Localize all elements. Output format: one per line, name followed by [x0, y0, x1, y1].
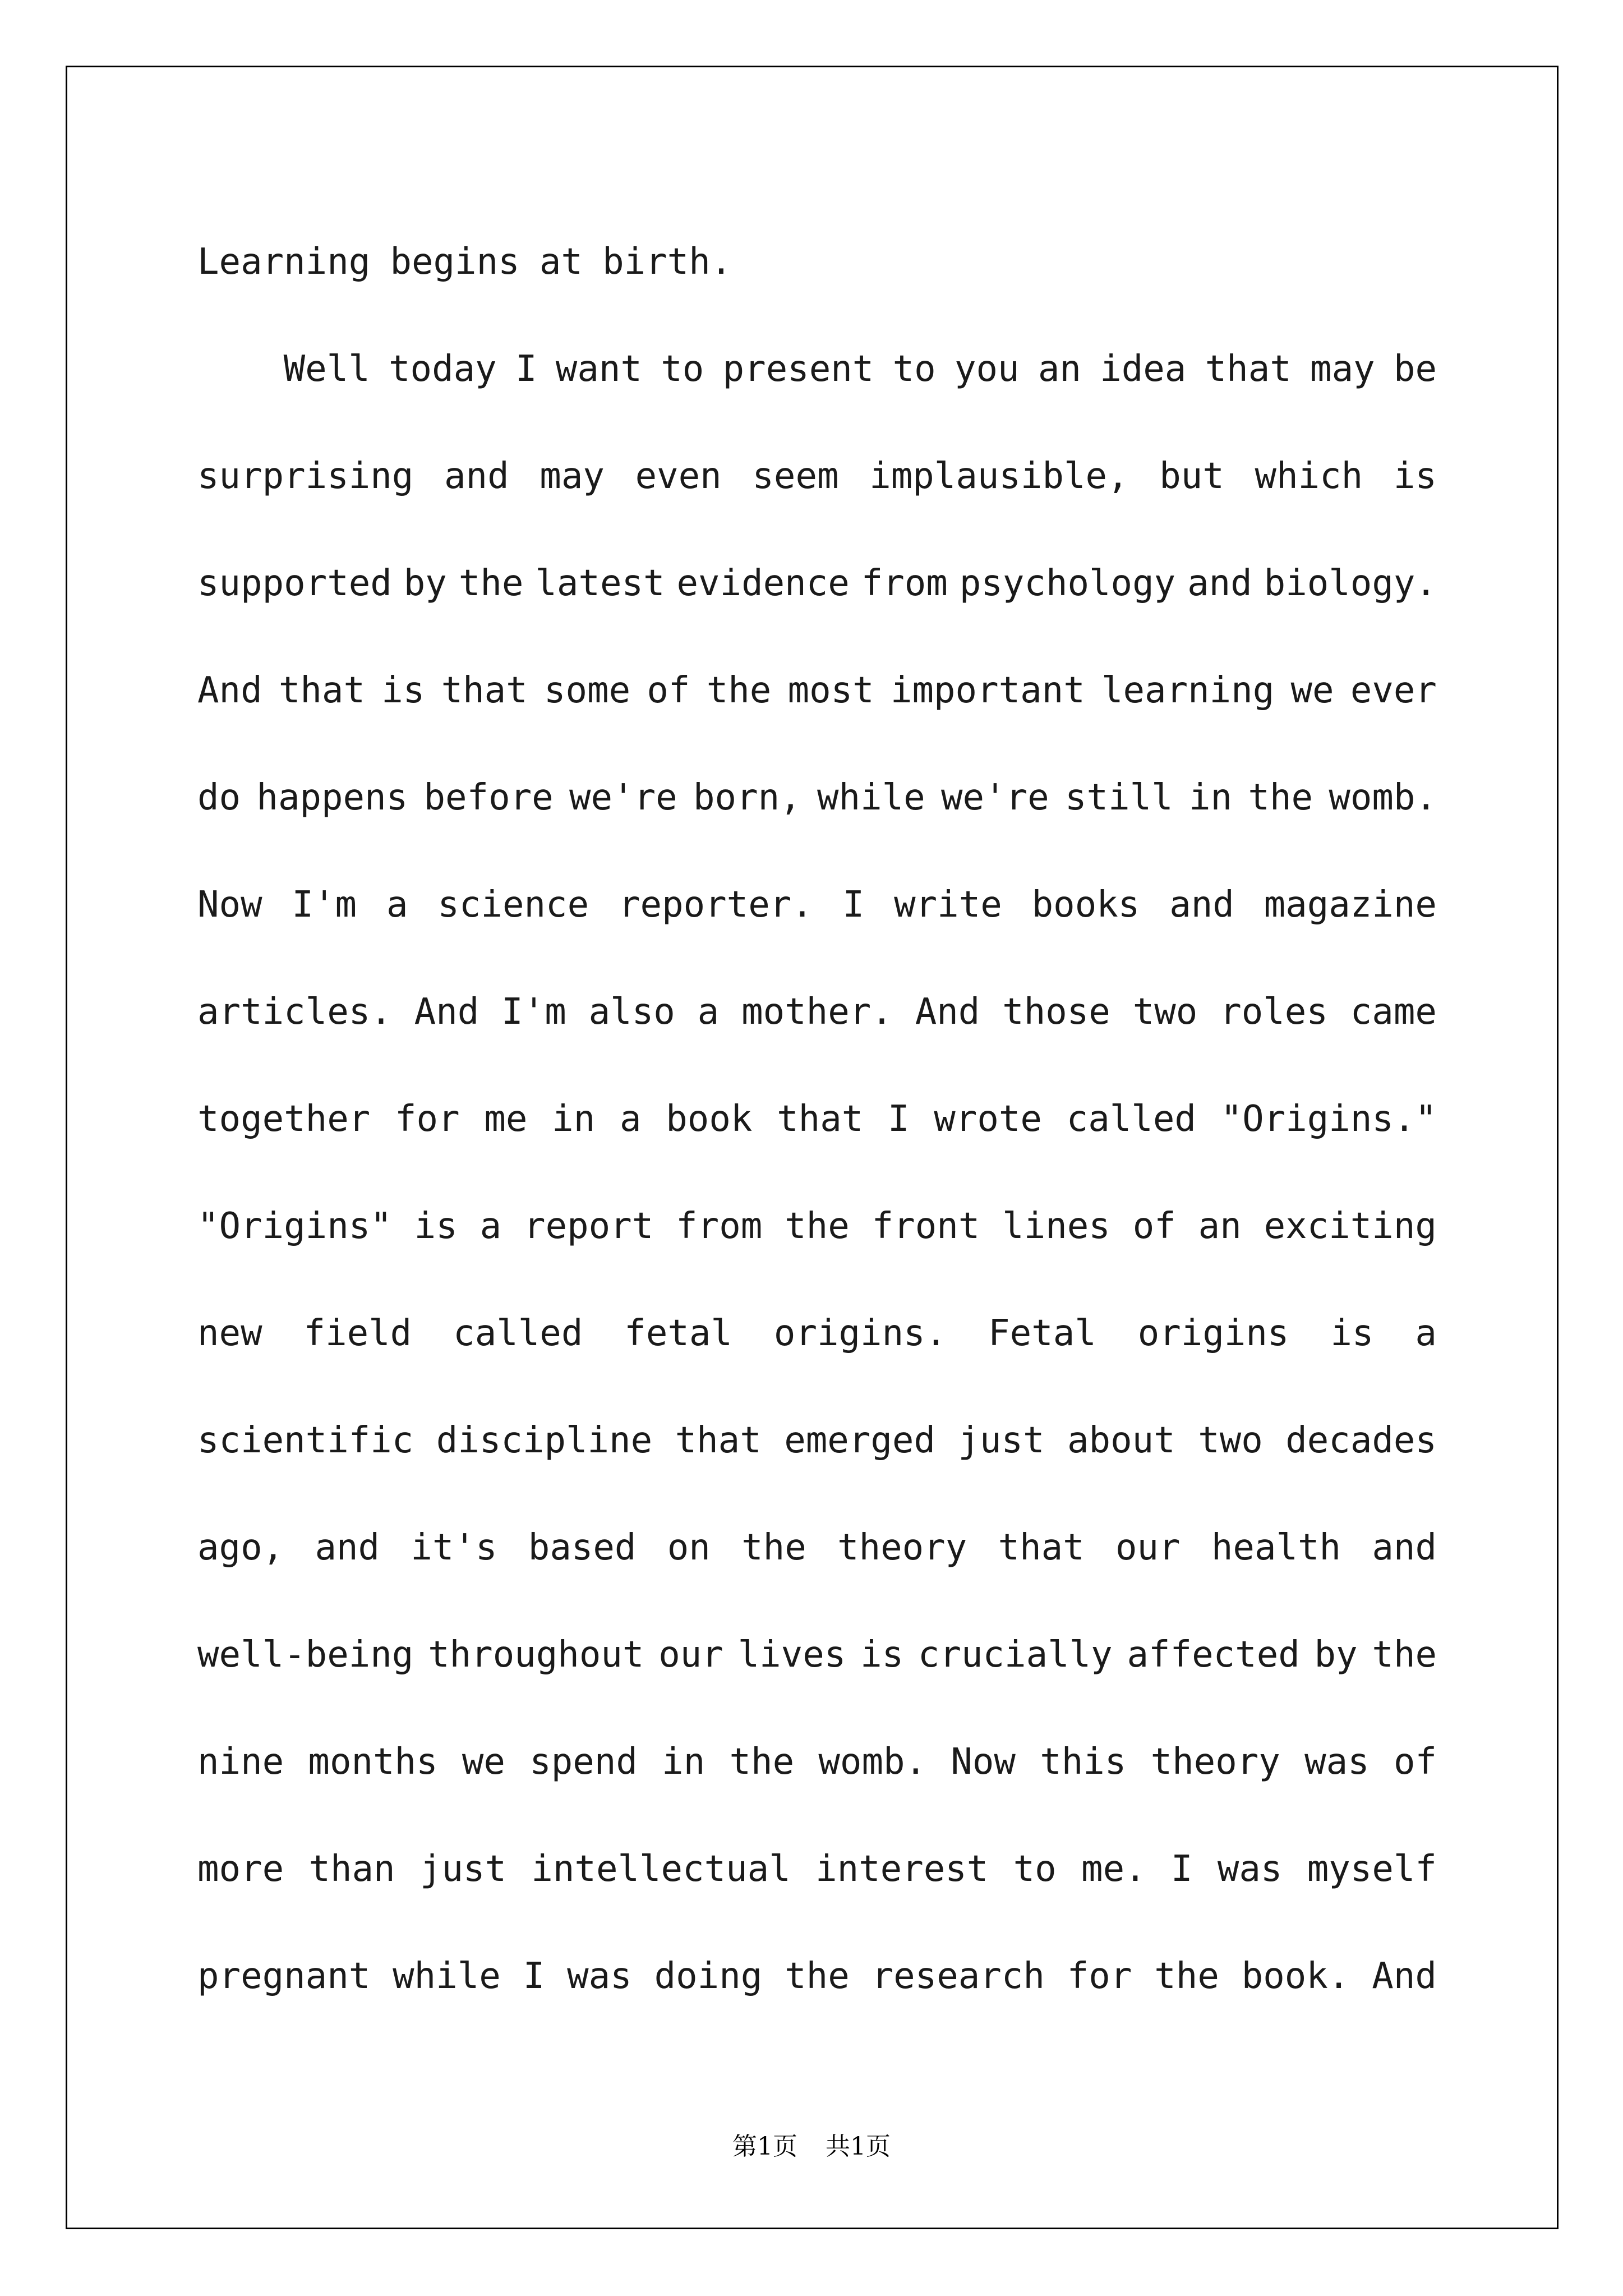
text-line: Learning begins at birth.: [197, 241, 732, 283]
text-line: pregnant while I was doing the research for the book. And: [197, 1955, 1437, 1997]
text-line: well-being throughout our lives is crucially affected by the: [197, 1634, 1437, 1676]
text-line: more than just intellectual interest to me. I was myself: [197, 1848, 1437, 1890]
text-line: And that is that some of the most important learning we ever: [197, 670, 1437, 711]
text-line: supported by the latest evidence from psychology and biology.: [197, 563, 1437, 604]
text-line: nine months we spend in the womb. Now this theory was of: [197, 1741, 1437, 1783]
text-line: together for me in a book that I wrote called "Origins.": [197, 1098, 1437, 1140]
text-line: "Origins" is a report from the front lines of an exciting: [197, 1205, 1437, 1247]
text-line: Now I'm a science reporter. I write books and magazine: [197, 884, 1437, 926]
text-line: surprising and may even seem implausible, but which is: [197, 455, 1437, 497]
text-line: do happens before we're born, while we're still in the womb.: [197, 777, 1437, 818]
page-total: 共1页: [826, 2132, 891, 2161]
text-line: articles. And I'm also a mother. And those two roles came: [197, 991, 1437, 1033]
text-line: ago, and it's based on the theory that our health and: [197, 1527, 1437, 1568]
text-line: Well today I want to present to you an idea that may be: [283, 348, 1437, 390]
page-number: 第1页: [732, 2132, 797, 2161]
text-line: new field called fetal origins. Fetal origins is a: [197, 1313, 1437, 1354]
text-line: scientific discipline that emerged just about two decades: [197, 1420, 1437, 1461]
page-footer: [0, 2126, 1623, 2162]
document-body: [197, 209, 1437, 2030]
